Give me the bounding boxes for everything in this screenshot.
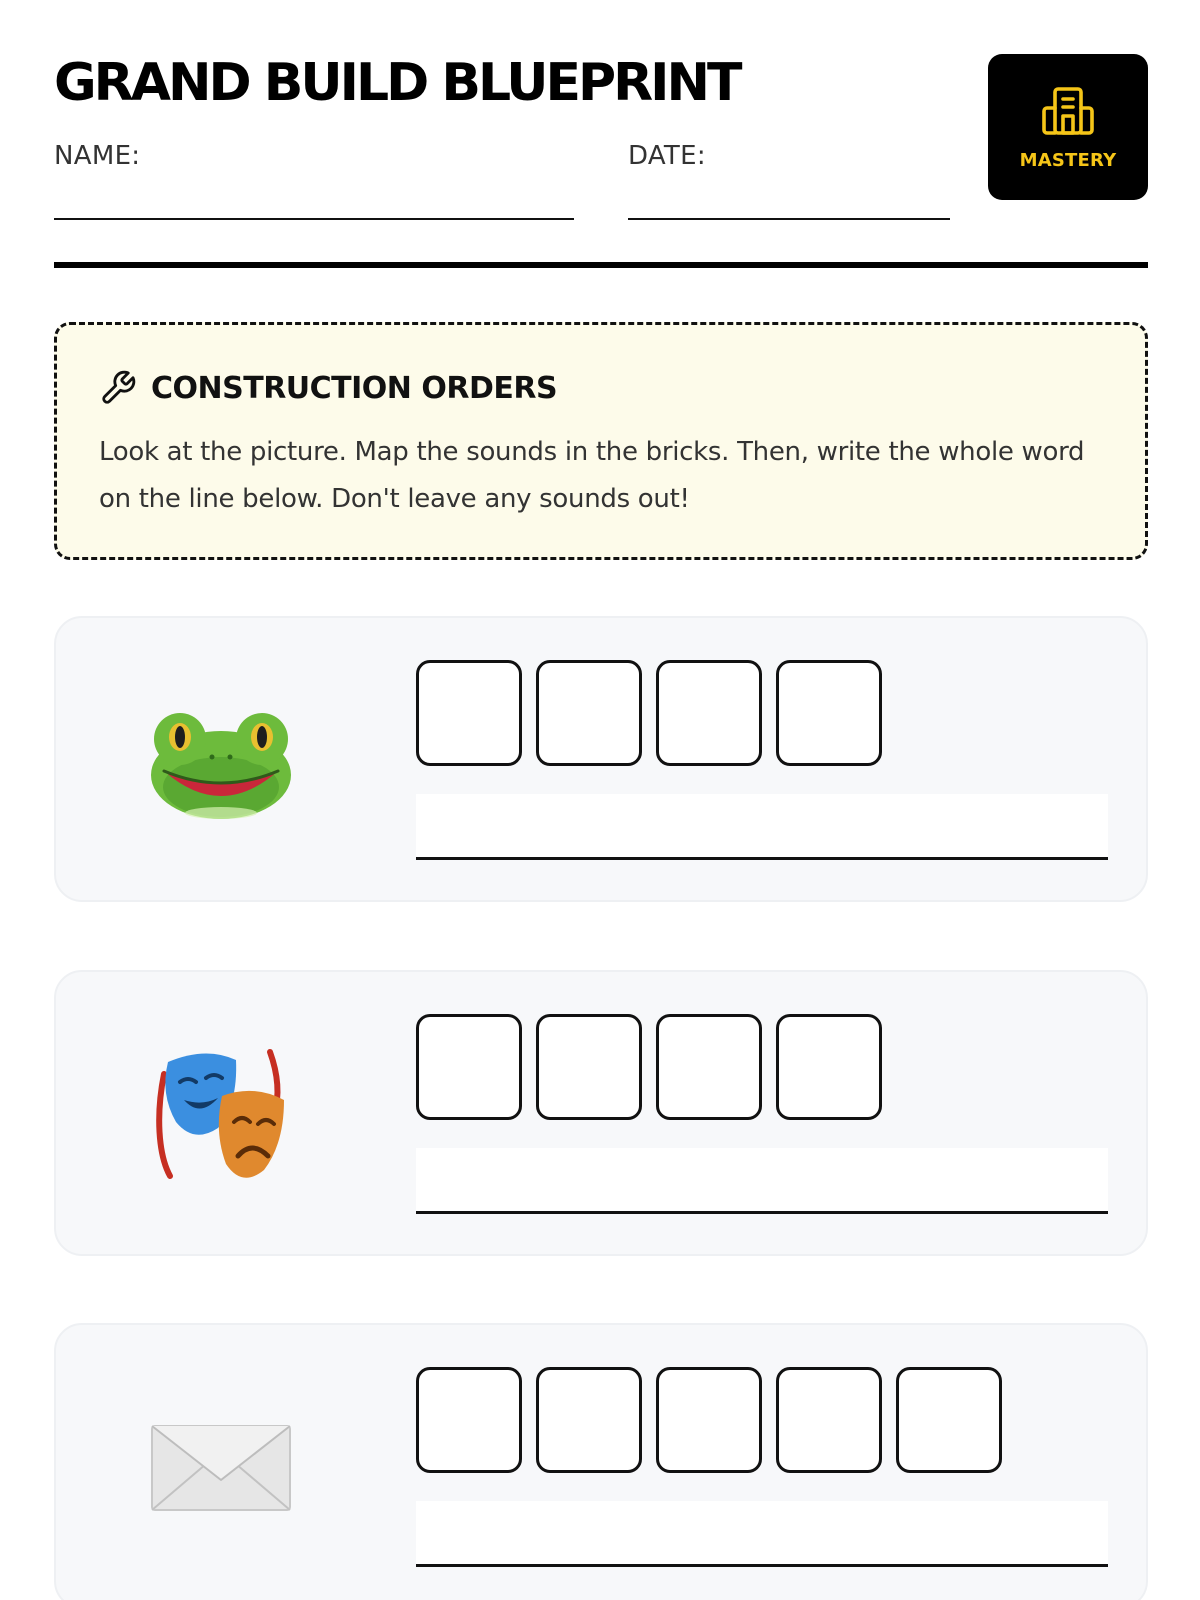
sound-bricks <box>416 1014 896 1120</box>
building-icon <box>1040 86 1096 138</box>
sound-brick[interactable] <box>416 1367 522 1473</box>
word-task-card <box>54 1323 1148 1600</box>
name-field[interactable] <box>54 218 574 220</box>
sound-bricks <box>416 660 896 766</box>
sound-brick[interactable] <box>656 1014 762 1120</box>
sound-brick[interactable] <box>536 660 642 766</box>
task-picture <box>146 1044 296 1184</box>
instructions-title: CONSTRUCTION ORDERS <box>151 370 558 406</box>
sound-brick[interactable] <box>536 1367 642 1473</box>
envelope-icon <box>146 1412 296 1522</box>
instructions-text: Look at the picture. Map the sounds in the bricks. Then, write the whole word on the line below. Don't leave any sounds out! <box>99 437 1085 514</box>
sound-brick[interactable] <box>656 1367 762 1473</box>
word-task-card <box>54 970 1148 1256</box>
answer-line[interactable] <box>416 1501 1108 1567</box>
instructions-box <box>54 322 1148 560</box>
theater-masks-icon <box>146 1044 296 1184</box>
task-picture <box>146 690 296 830</box>
header-divider <box>54 262 1148 268</box>
page-title: GRAND BUILD BLUEPRINT <box>54 53 740 113</box>
word-task-card <box>54 616 1148 902</box>
sound-brick[interactable] <box>776 1014 882 1120</box>
date-label: DATE: <box>628 141 706 171</box>
mastery-label: MASTERY <box>1019 149 1117 171</box>
sound-brick[interactable] <box>416 1014 522 1120</box>
sound-brick[interactable] <box>896 1367 1002 1473</box>
sound-brick[interactable] <box>416 660 522 766</box>
sound-brick[interactable] <box>656 660 762 766</box>
wrench-icon <box>99 369 137 407</box>
mastery-badge <box>988 54 1148 200</box>
task-picture <box>146 1397 296 1537</box>
frog-face-icon <box>146 695 296 825</box>
answer-line[interactable] <box>416 794 1108 860</box>
instructions-header <box>99 369 557 407</box>
sound-bricks <box>416 1367 1016 1473</box>
sound-brick[interactable] <box>776 660 882 766</box>
sound-brick[interactable] <box>536 1014 642 1120</box>
date-field[interactable] <box>628 218 950 220</box>
answer-line[interactable] <box>416 1148 1108 1214</box>
sound-brick[interactable] <box>776 1367 882 1473</box>
name-label: NAME: <box>54 141 141 171</box>
